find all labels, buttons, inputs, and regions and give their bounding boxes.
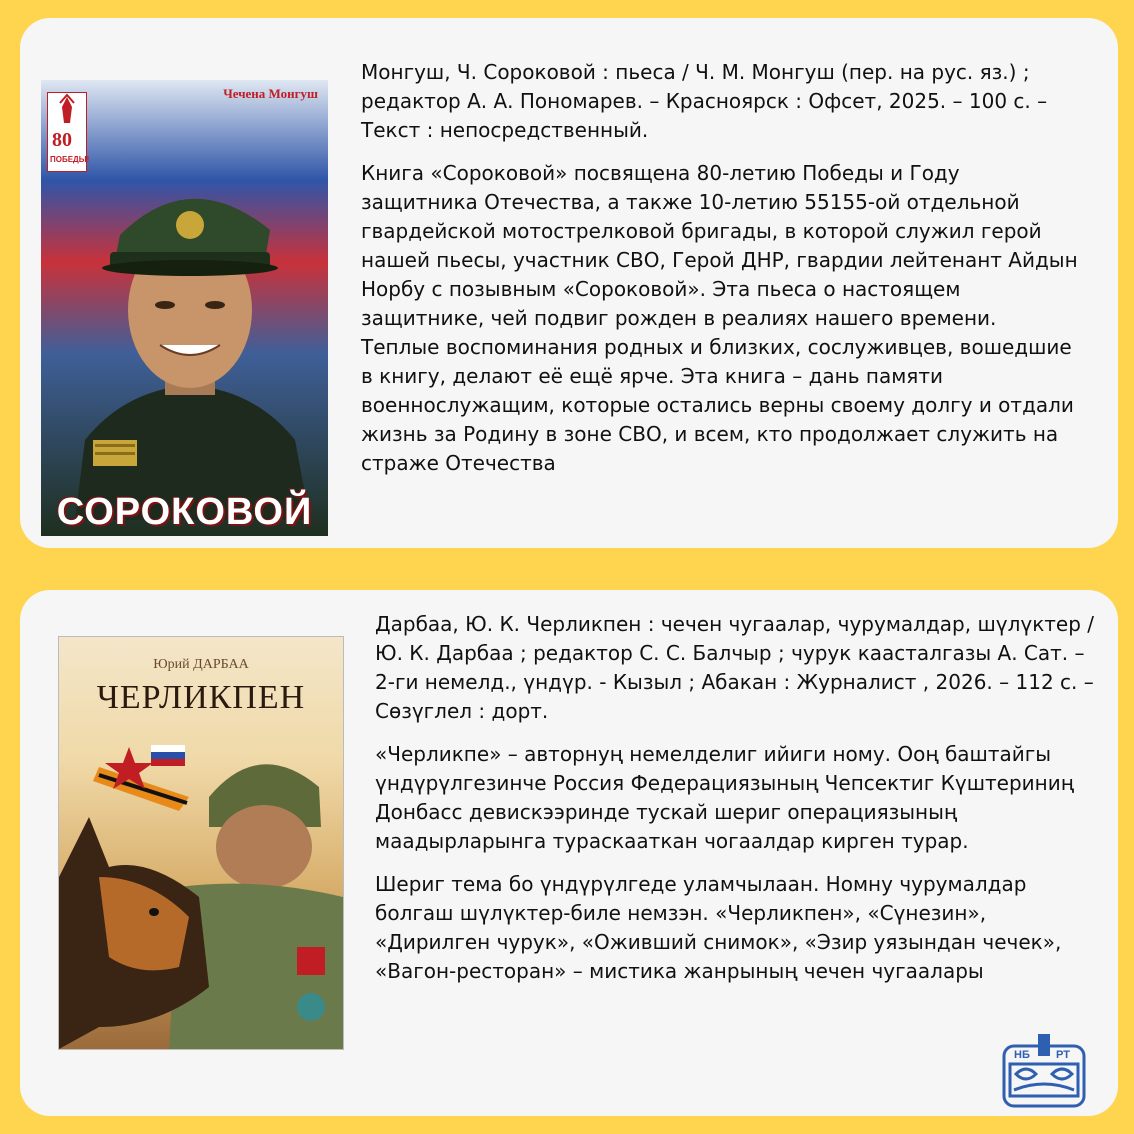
book-description-block [361,58,1081,492]
book-card-sorokovoy [20,18,1118,548]
soldier-with-dog-illustration [59,727,343,1049]
book-annotation: Книга «Сороковой» посвящена 80-летию Победы и Году защитника Отечества, а также 10-летию 55155-ой отдельной гвардейской мотострелковой бригады, в которой служил герой нашей пьесы, участник СВО, Герой ДНР, гвардии лейтенант Айдын Норбу с позывным «Сороковой». Эта пьеса о настоящем защитнике, чей подвиг рожден в реалиях нашего времени. Теплые воспоминания родных и близких, сослуживцев, вошедшие в книгу, делают её ещё ярче. Эта книга – дань памяти военнослужащим, которые остались верны своему долгу и отдали жизнь за Родину в зоне СВО, и всем, кто продолжает служить на страже Отечества [361,161,1078,475]
cover-author: Юрий ДАРБАА [153,657,249,672]
cover-title: ЧЕРЛИКПЕН [96,679,306,716]
book-annotation-part-2: Шериг тема бо үндүрүлгеде уламчылаан. Номну чурумалдар болгаш шүлүктер-биле немзэн. «Черликпен», «Сүнезин», «Дирилген чурук», «Оживший снимок», «Эзир уязындан чечек», «Вагон-ресторан» – мистика жанрының чечен чугаалары [375,872,1062,983]
badge-number: 80 [52,129,72,151]
library-logo [1002,1034,1086,1108]
bibliographic-citation: Монгуш, Ч. Сороковой : пьеса / Ч. М. Монгуш (пер. на рус. яз.) ; редактор А. А. Пономарев. – Красноярск : Офсет, 2025. – 100 с. – Текст : непосредственный. [361,60,1048,142]
badge-text: ПОБЕДЫ! [50,155,90,164]
logo-text-right: РТ [1056,1049,1070,1061]
victory-torch-icon [48,93,86,129]
soldier-portrait-illustration [65,140,315,520]
cover-author: Чечена Монгуш [223,86,318,101]
book-cover-sorokovoy [41,80,328,536]
book-cover-cherlikpen [58,636,344,1050]
cover-title: СОРОКОВОЙ [56,491,313,533]
book-card-cherlikpen [20,590,1118,1116]
book-description-block [375,610,1105,1000]
bibliographic-citation: Дарбаа, Ю. К. Черликпен : чечен чугаалар, чурумалдар, шүлүктер / Ю. К. Дарбаа ; редактор С. С. Балчыр ; чурук кааcталгазы А. Сат. – 2-ги немелд., үндүр. - Кызыл ; Абакан : Журналист , 2026. – 112 с. – Сөзүглел : дорт. [375,612,1095,723]
book-annotation-part-1: «Черликпе» – авторнуң немелделиг ийиги ному. Ооң баштайгы үндүрүлгезинче Россия Федерациязының Чепсектиг Күштериниң Донбасс девискээринде тускай шериг операциязының маадырларынга тураскааткан чогаалдар кирген турар. [375,742,1074,853]
logo-text-left: НБ [1014,1049,1030,1061]
